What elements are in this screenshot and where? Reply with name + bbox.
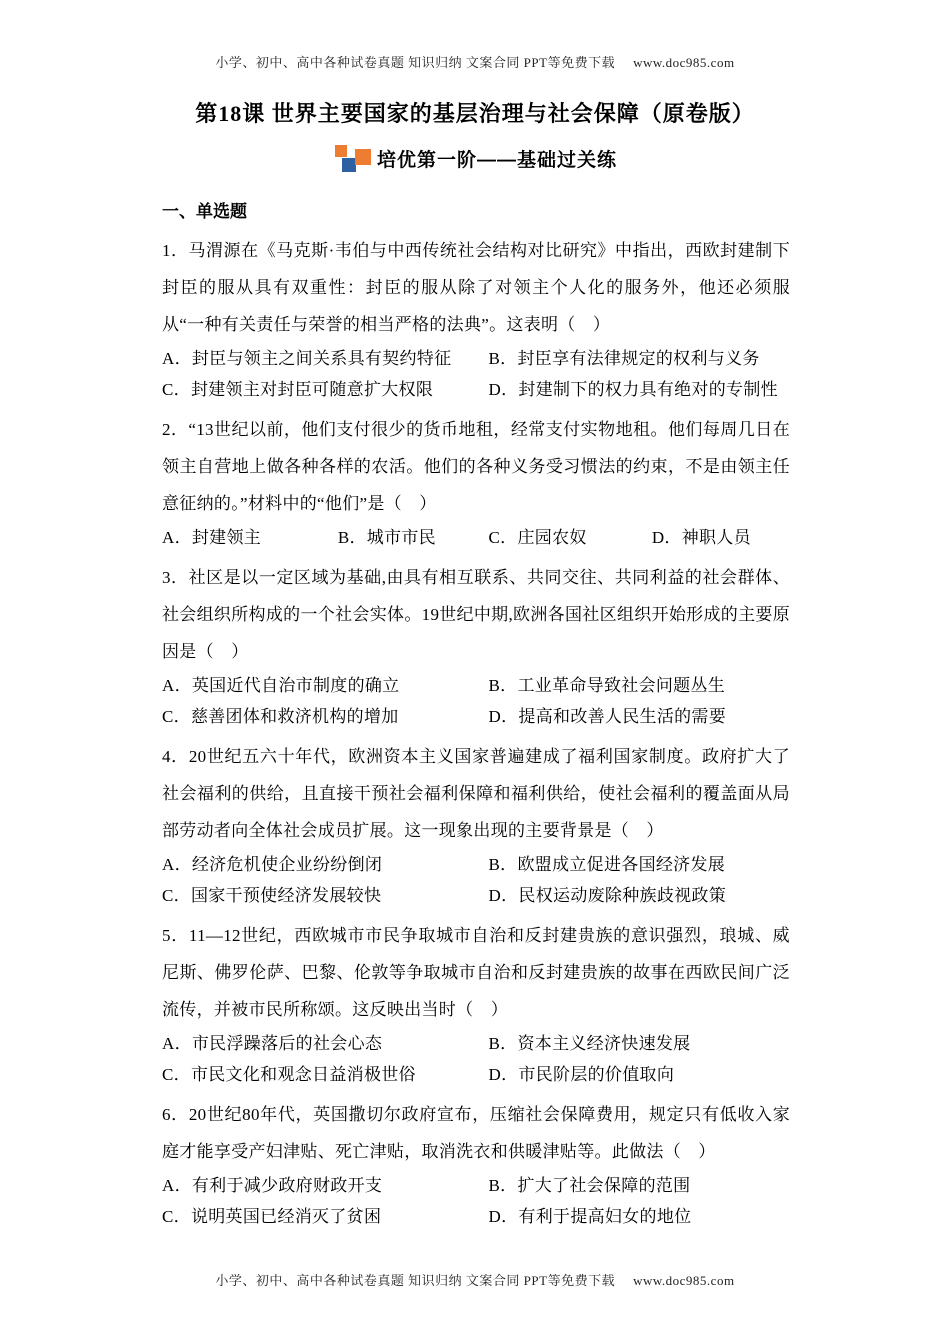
- options-row: [162, 343, 790, 374]
- question-block-1: [162, 232, 790, 405]
- option-c: C．国家干预使经济发展较快: [162, 886, 382, 905]
- question-stem: 5．11—12世纪，西欧城市市民争取城市自治和反封建贵族的意识强烈，琅城、威尼斯、佛罗伦萨、巴黎、伦敦等争取城市自治和反封建贵族的故事在西欧民间广泛流传，并被市民所称颂。这反映出当时（ ）: [162, 926, 790, 1019]
- option-d: D．民权运动废除种族歧视政策: [488, 886, 727, 905]
- question-block-6: [162, 1096, 790, 1232]
- option-b: B．欧盟成立促进各国经济发展: [488, 855, 726, 874]
- question-stem: 2．“13世纪以前，他们支付很少的货币地租，经常支付实物地租。他们每周几日在领主自营地上做各种各样的农活。他们的各种义务受习惯法的约束，不是由领主任意征纳的。”材料中的“他们”是（ ）: [162, 420, 790, 513]
- option-a: A．英国近代自治市制度的确立: [162, 676, 400, 695]
- doc-header: [0, 52, 950, 71]
- option-b: B．城市市民: [337, 528, 436, 547]
- options-row: [162, 374, 790, 405]
- options-row: [162, 880, 790, 911]
- option-b: B．工业革命导致社会问题丛生: [488, 676, 726, 695]
- question-stem: 4．20世纪五六十年代，欧洲资本主义国家普遍建成了福利国家制度。政府扩大了社会福利的供给，且直接干预社会福利保障和福利供给，使社会福利的覆盖面从局部劳动者向全体社会成员扩展。这一现象出现的主要背景是（ ）: [162, 747, 790, 840]
- footer-site-url: www.doc985.com: [633, 1273, 735, 1288]
- footer-promo-text: 小学、初中、高中各种试卷真题 知识归纳 文案合同 PPT等免费下载: [215, 1273, 616, 1288]
- option-c: C．慈善团体和救济机构的增加: [162, 707, 399, 726]
- options-row: [162, 1170, 790, 1201]
- option-d: D．神职人员: [651, 528, 751, 547]
- option-a: A．经济危机使企业纷纷倒闭: [162, 855, 383, 874]
- subtitle-text: 培优第一阶——基础过关练: [376, 149, 617, 171]
- options-row: [162, 701, 790, 732]
- option-a: A．封臣与领主之间关系具有契约特征: [162, 349, 452, 368]
- question-stem: 3．社区是以一定区域为基础,由具有相互联系、共同交往、共同利益的社会群体、社会组织所构成的一个社会实体。19世纪中期,欧洲各国社区组织开始形成的主要原因是（ ）: [162, 568, 790, 661]
- options-row: [162, 1028, 790, 1059]
- option-d: D．市民阶层的价值取向: [488, 1065, 675, 1084]
- question-stem: 1．马渭源在《马克斯·韦伯与中西传统社会结构对比研究》中指出，西欧封建制下封臣的服从具有双重性：封臣的服从除了对领主个人化的服务外，他还必须服从“一种有关责任与荣誉的相当严格的法典”。这表明（ ）: [162, 241, 790, 334]
- question-stem: 6．20世纪80年代，英国撒切尔政府宣布，压缩社会保障费用，规定只有低收入家庭才能享受产妇津贴、死亡津贴，取消洗衣和供暖津贴等。此做法（ ）: [162, 1105, 790, 1161]
- question-block-3: [162, 559, 790, 732]
- question-block-4: [162, 738, 790, 911]
- option-c: C．庄园农奴: [488, 528, 587, 547]
- option-d: D．有利于提高妇女的地位: [488, 1207, 692, 1226]
- option-b: B．封臣享有法律规定的权利与义务: [488, 349, 760, 368]
- doc-footer: [0, 1270, 950, 1289]
- option-a: A．有利于减少政府财政开支: [162, 1176, 383, 1195]
- section-heading: 一、单选题: [162, 202, 247, 221]
- option-a: A．市民浮躁落后的社会心态: [162, 1034, 383, 1053]
- subtitle-row: [0, 142, 950, 174]
- option-b: B．扩大了社会保障的范围: [488, 1176, 691, 1195]
- question-block-2: [162, 411, 790, 553]
- question-content: [162, 198, 790, 1232]
- options-row: [162, 1059, 790, 1090]
- option-c: C．市民文化和观念日益消极世俗: [162, 1065, 416, 1084]
- header-promo-text: 小学、初中、高中各种试卷真题 知识归纳 文案合同 PPT等免费下载: [215, 55, 616, 70]
- options-row: [162, 1201, 790, 1232]
- header-site-url: www.doc985.com: [633, 55, 735, 70]
- question-block-5: [162, 917, 790, 1090]
- options-row: [162, 849, 790, 880]
- option-b: B．资本主义经济快速发展: [488, 1034, 691, 1053]
- option-d: D．提高和改善人民生活的需要: [488, 707, 727, 726]
- option-c: C．说明英国已经消灭了贫困: [162, 1207, 382, 1226]
- option-d: D．封建制下的权力具有绝对的专制性: [488, 380, 778, 399]
- option-a: A．封建领主: [162, 528, 262, 547]
- options-row: [162, 522, 790, 553]
- options-row: [162, 670, 790, 701]
- page-title: 第18课 世界主要国家的基层治理与社会保障（原卷版）: [195, 101, 755, 126]
- option-c: C．封建领主对封臣可随意扩大权限: [162, 380, 434, 399]
- brand-squares-icon: [333, 142, 371, 174]
